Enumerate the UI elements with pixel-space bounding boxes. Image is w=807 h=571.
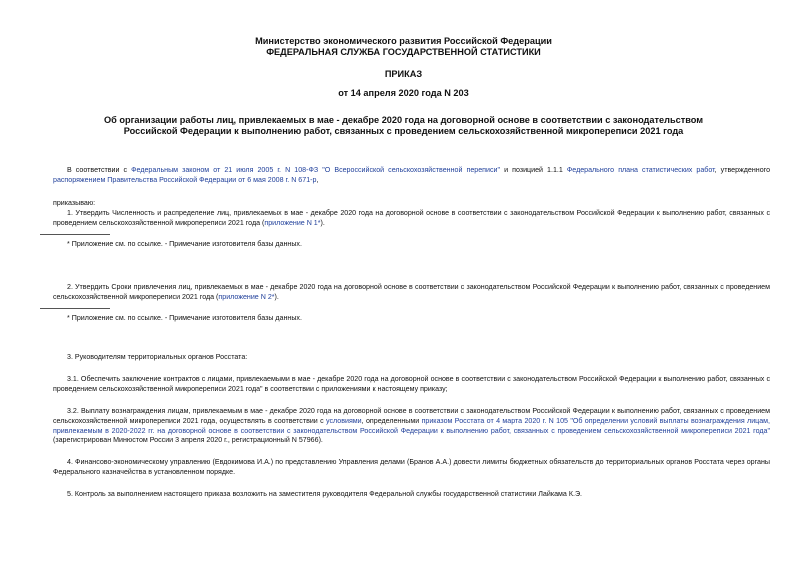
federal-law-link[interactable]: Федеральным законом от 21 июля 2005 г. N 108-ФЗ "О Всероссийской сельскохозяйственной переписи" xyxy=(131,166,501,174)
item-1-end: ). xyxy=(320,218,325,227)
item-4-paragraph: 4. Финансово-экономическому управлению (Евдокимова И.А.) по представлению Управления делами (Бранов А.А.) довести лимиты бюджетных обязательств до территориальных органов Росстата через органы Федерального казначейства в установленном порядке. xyxy=(53,458,770,476)
item-3-2-paragraph xyxy=(53,407,770,446)
order-date: от 14 апреля 2020 года N 203 xyxy=(338,88,469,98)
item-3-2-text-1: 3.2. Выплату вознаграждения лицам, привлекаемым в мае - декабре 2020 года на договорной основе в соответствии с законодательством Российской Федерации к выполнению работ, связанных с проведением сельскохозяйственной микропереписи 2021 года, осуществлять в соответствии с xyxy=(53,407,770,425)
item-3-1-paragraph: 3.1. Обеспечить заключение контрактов с лицами, привлекаемыми в мае - декабре 2020 года на договорной основе в соответствии с законодательством Российской Федерации к выполнению работ, связанных с проведением сельскохозяйственной микропереписи 2021 года" в соответствии с приложениями к настоящему приказу; xyxy=(53,375,770,393)
footnote-1: * Приложение см. по ссылке. - Примечание изготовителя базы данных. xyxy=(67,240,302,248)
item-3-paragraph: 3. Руководителям территориальных органов Росстата: xyxy=(67,353,248,361)
item-5-paragraph: 5. Контроль за выполнением настоящего приказа возложить на заместителя руководителя Федеральной службы государственной статистики Лайкама К.Э. xyxy=(67,490,583,498)
item-2-text: 2. Утвердить Сроки привлечения лиц, привлекаемых в мае - декабре 2020 года на договорной основе в соответствии с законодательством Российской Федерации к выполнению работ, связанных с проведением сельскохозяйственной микропереписи 2021 года ( xyxy=(53,283,770,301)
conditions-link[interactable]: условиями xyxy=(326,416,362,425)
rosstat-order-link[interactable]: приказом Росстата от 4 марта 2020 г. N 105 "Об определении условий выплаты вознаграждения лицам, привлекаемым в 2020-2022 гг. на договорной основе в соответствии с законодательством Российской Федерации к выполнению работ, связанных с проведением сельскохозяйственной микропереписи 2021 года" xyxy=(53,416,771,435)
order-heading: ПРИКАЗ xyxy=(384,69,423,79)
footnote-divider-1 xyxy=(40,234,110,235)
footnote-2: * Приложение см. по ссылке. - Примечание изготовителя базы данных. xyxy=(67,314,302,322)
order-title: Об организации работы лиц, привлекаемых в мае - декабре 2020 года на договорной основе в соответствии с законодательством Российской Федерации к выполнению работ, связанных с проведением сельскохозяйственной микропереписи 2021 года xyxy=(103,115,704,136)
appendix-2-link[interactable]: приложение N 2* xyxy=(218,292,275,301)
item-3-2-text-3: (зарегистрирован Минюстом России 3 апреля 2020 г., регистрационный N 57966). xyxy=(53,436,323,445)
footnote-divider-2 xyxy=(40,308,110,309)
government-order-link[interactable]: распоряжением Правительства Российской Федерации от 6 мая 2008 г. N 671-р xyxy=(53,175,317,184)
command-word: приказываю: xyxy=(53,199,96,207)
appendix-1-link[interactable]: приложение N 1* xyxy=(264,218,321,227)
preamble-paragraph xyxy=(53,166,770,186)
preamble-text-1: В соответствии с xyxy=(67,166,132,174)
service-name: ФЕДЕРАЛЬНАЯ СЛУЖБА ГОСУДАРСТВЕННОЙ СТАТИСТИКИ xyxy=(266,47,541,57)
ministry-name: Министерство экономического развития Российской Федерации xyxy=(255,36,552,46)
item-1-paragraph xyxy=(53,209,770,229)
item-2-end: ). xyxy=(274,292,279,301)
preamble-text-3: , утвержденного xyxy=(714,166,771,174)
preamble-text-2: и позицией 1.1.1 xyxy=(500,166,567,174)
item-1-text: 1. Утвердить Численность и распределение лиц, привлекаемых в мае - декабре 2020 года на договорной основе в соответствии с законодательством Российской Федерации к выполнению работ, связанных с проведением сельскохозяйственной микропереписи 2021 года ( xyxy=(53,209,770,227)
statistical-plan-link[interactable]: Федерального плана статистических работ xyxy=(566,166,715,174)
item-3-2-text-2: , определенными xyxy=(361,416,422,425)
preamble-text-4: , xyxy=(316,175,319,184)
item-2-paragraph xyxy=(53,283,770,303)
